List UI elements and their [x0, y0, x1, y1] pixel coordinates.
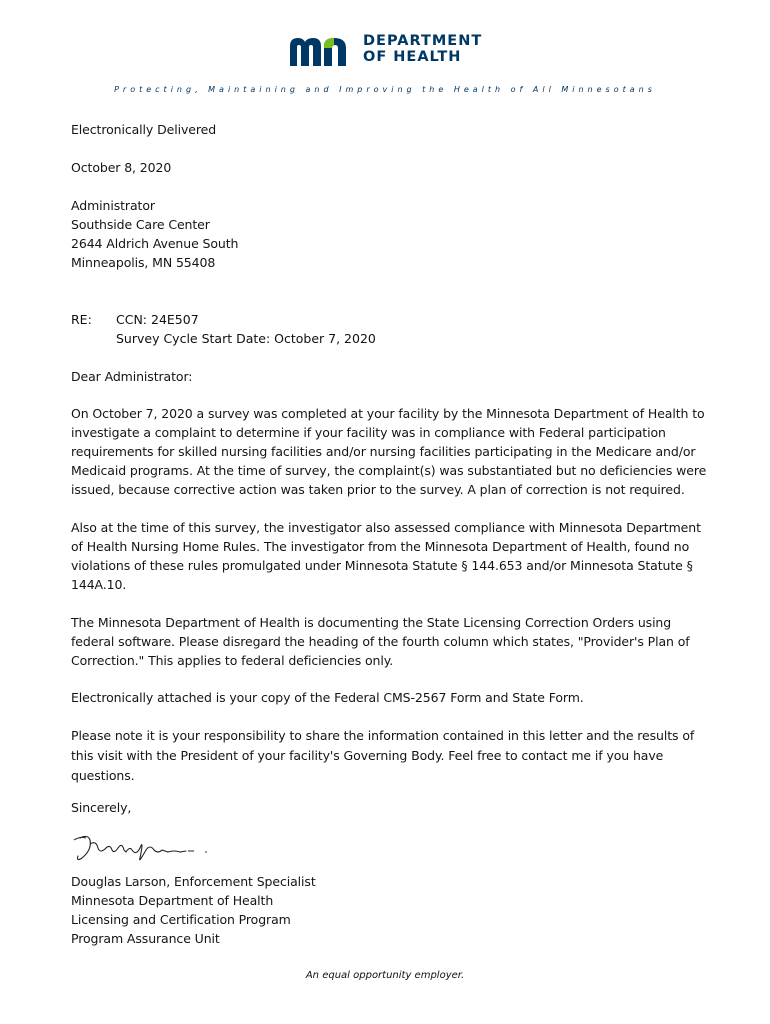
text-line: Also at the time of this survey, the investigator also assessed compliance with Minnesota Department: [71, 520, 701, 535]
paragraph-state-rules: [71, 518, 701, 594]
re-block: [116, 310, 376, 348]
logo-line-department: DEPARTMENT: [363, 33, 483, 49]
ccn-number: CCN: 24E507: [116, 312, 199, 327]
address-line: Administrator: [71, 198, 155, 213]
text-line: Medicaid programs. At the time of survey, the complaint(s) was substantiated but no deficiencies were: [71, 463, 707, 478]
signer-organization: Minnesota Department of Health: [71, 893, 274, 908]
paragraph-correction-orders: [71, 613, 690, 670]
address-line: 2644 Aldrich Avenue South: [71, 236, 239, 251]
closing: Sincerely,: [71, 800, 132, 815]
signer-name-title: Douglas Larson, Enforcement Specialist: [71, 874, 316, 889]
footer-equal-opportunity: An equal opportunity employer.: [305, 970, 465, 981]
recipient-address: [71, 196, 238, 272]
text-line: issued, because corrective action was taken prior to the survey. A plan of correction is not required.: [71, 482, 685, 497]
paragraph-responsibility: [71, 726, 694, 786]
tagline: Protecting, Maintaining and Improving the Health of All Minnesotans: [114, 85, 656, 94]
re-label: RE:: [71, 312, 92, 327]
text-line: questions.: [71, 768, 135, 783]
mn-logo-icon: [288, 34, 354, 68]
text-line: requirements for skilled nursing facilities and/or nursing facilities participating in the Medicare and/or: [71, 444, 696, 459]
text-line: Correction." This applies to federal deficiencies only.: [71, 653, 394, 668]
text-line: of Health Nursing Home Rules. The investigator from the Minnesota Department of Health, found no: [71, 539, 690, 554]
text-line: Please note it is your responsibility to share the information contained in this letter and the results of: [71, 728, 695, 743]
address-line: Southside Care Center: [71, 217, 210, 232]
text-line: On October 7, 2020 a survey was completed at your facility by the Minnesota Department of Health to: [71, 406, 705, 421]
mdh-logo: [288, 33, 488, 69]
text-line: The Minnesota Department of Health is documenting the State Licensing Correction Orders using: [71, 615, 672, 630]
text-line: 144A.10.: [71, 577, 127, 592]
text-line: this visit with the President of your facility's Governing Body. Feel free to contact me if you have: [71, 748, 664, 763]
text-line: investigate a complaint to determine if your facility was in compliance with Federal participation: [71, 425, 666, 440]
survey-start-date: Survey Cycle Start Date: October 7, 2020: [116, 331, 376, 346]
signer-program: Licensing and Certification Program: [71, 912, 291, 927]
address-line: Minneapolis, MN 55408: [71, 255, 216, 270]
paragraph-attachment: Electronically attached is your copy of the Federal CMS-2567 Form and State Form.: [71, 690, 584, 705]
signature-icon: [70, 830, 220, 874]
paragraph-survey-result: [71, 404, 706, 499]
salutation: Dear Administrator:: [71, 369, 193, 384]
logo-line-health: OF HEALTH: [363, 49, 462, 65]
delivery-method: Electronically Delivered: [71, 122, 217, 137]
text-line: federal software. Please disregard the heading of the fourth column which states, "Provider's Plan of: [71, 634, 690, 649]
letter-date: October 8, 2020: [71, 160, 172, 175]
signer-block: [71, 872, 316, 948]
signer-unit: Program Assurance Unit: [71, 931, 220, 946]
text-line: violations of these rules promulgated under Minnesota Statute § 144.653 and/or Minnesota Statute §: [71, 558, 693, 573]
